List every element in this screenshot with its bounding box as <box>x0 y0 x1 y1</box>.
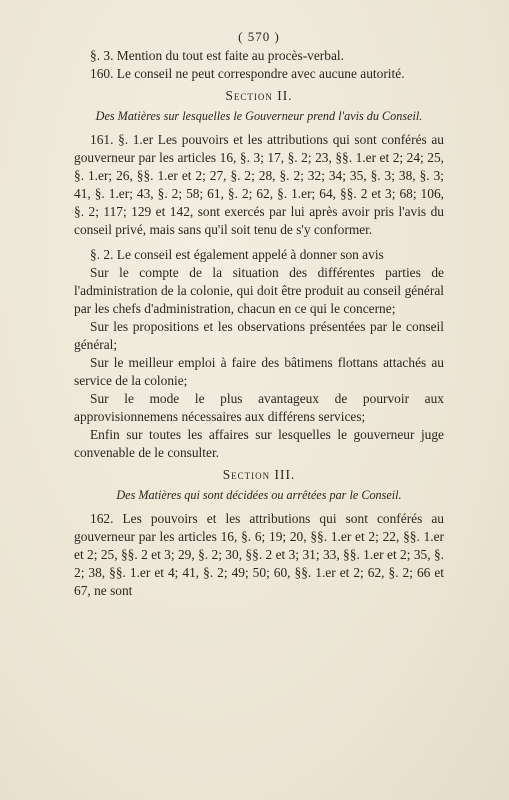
section-2-heading: Section II. <box>225 88 293 103</box>
list-item: Sur le mode le plus avantageux de pourvoir aux approvisionnemens nécessaires aux différens services; <box>74 391 444 424</box>
list-item: Enfin sur toutes les affaires sur lesquelles le gouverneur juge convenable de le consulter. <box>74 427 444 460</box>
paragraph-article-162: 162. Les pouvoirs et les attributions qui sont conférés au gouverneur par les articles 16, §. 6; 19; 20, §§. 1.er et 2; 22, §§. 1.er et 2; 25, §§. 2 et 3; 29, §. 2; 30, §§. 2 et 3; 31; 33, §§. 1.er et 2; 35, §. 2; 38, §§. 1.er et 4; 41, §. 2; 49; 50; 60, §§. 1.er et 2; 62, §. 2; 66 et 67, ne sont <box>74 511 444 598</box>
section-3-subtitle: Des Matières qui sont décidées ou arrêtées par le Conseil. <box>116 488 402 502</box>
paragraph-article-161-part-2: §. 2. Le conseil est également appelé à donner son avis <box>90 247 384 262</box>
section-2-subtitle: Des Matières sur lesquelles le Gouverneur prend l'avis du Conseil. <box>95 109 423 123</box>
list-item: Sur le meilleur emploi à faire des bâtimens flottans attachés au service de la colonie; <box>74 355 444 388</box>
paragraph-section-3-mention: §. 3. Mention du tout est faite au procès-verbal. <box>90 48 344 63</box>
list-item: Sur le compte de la situation des différentes parties de l'administration de la colonie, qui doit être produit au conseil général par les chefs d'administration, chacun en ce qui le concerne; <box>74 265 444 316</box>
paragraph-article-160: 160. Le conseil ne peut correspondre avec aucune autorité. <box>90 66 405 81</box>
section-3-heading: Section III. <box>222 467 296 482</box>
list-item: Sur les propositions et les observations présentées par le conseil général; <box>74 319 444 352</box>
page-number: ( 570 ) <box>238 29 280 44</box>
paragraph-article-161-part-1: 161. §. 1.er Les pouvoirs et les attributions qui sont conférés au gouverneur par les articles 16, §. 3; 17, §. 2; 23, §§. 1.er et 2; 24; 25, §. 1.er; 26, §§. 1.er et 2; 27, §. 2; 28, §. 2; 32; 34; 35, §. 3; 38, §. 3; 41, §. 1.er; 43, §. 2; 58; 61, §. 2; 62, §. 1.er; 64, §§. 2 et 3; 68; 106, §. 2; 117; 129 et 142, sont exercés par lui après avoir pris l'avis du conseil privé, mais sans qu'il soit tenu de s'y conformer. <box>74 132 444 237</box>
document-page <box>74 28 444 600</box>
